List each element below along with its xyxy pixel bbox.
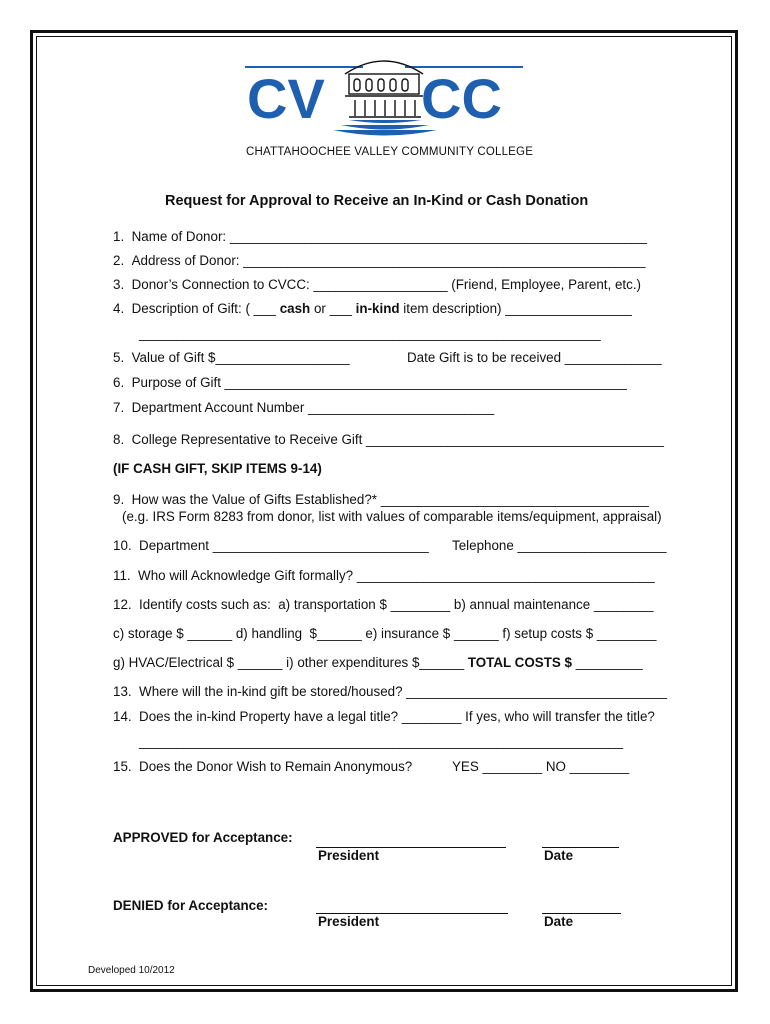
approved-date-label: Date: [544, 848, 574, 863]
item-department[interactable]: 10. Department _____________________________: [113, 538, 429, 553]
item-college-representative[interactable]: 8. College Representative to Receive Gift ________________________________________: [113, 432, 664, 447]
rotunda-icon: [345, 61, 423, 117]
total-costs-blank: _________: [571, 655, 643, 670]
item-department-account-number[interactable]: 7. Department Account Number _________________________: [113, 400, 495, 415]
item4-continuation-line[interactable]: ______________________________________________________________: [139, 326, 601, 341]
item-value-established[interactable]: 9. How was the Value of Gifts Established?* ____________________________________: [113, 492, 649, 507]
item4-prefix: 4. Description of Gift: ( ___: [113, 301, 280, 316]
item-remain-anonymous: 15. Does the Donor Wish to Remain Anonymous?: [113, 759, 413, 774]
item-address-of-donor[interactable]: 2. Address of Donor: ______________________________________________________: [113, 253, 646, 268]
item-name-of-donor[interactable]: 1. Name of Donor: ________________________________________________________: [113, 229, 647, 244]
item-description-of-gift[interactable]: [113, 301, 632, 317]
item4-cash-label: cash: [279, 301, 311, 316]
denied-label: DENIED for Acceptance:: [113, 898, 269, 913]
logo-graphic: [245, 44, 525, 144]
item-telephone[interactable]: Telephone ____________________: [452, 538, 667, 553]
college-name: CHATTAHOOCHEE VALLEY COMMUNITY COLLEGE: [246, 146, 534, 158]
costs-g-i: g) HVAC/Electrical $ ______ i) other expenditures $______: [113, 655, 468, 670]
item14-continuation-line[interactable]: _________________________________________________________________: [139, 734, 624, 749]
costs-row-g-total[interactable]: [113, 655, 643, 671]
denied-president-label: President: [318, 914, 380, 929]
item-value-of-gift[interactable]: 5. Value of Gift $__________________: [113, 350, 350, 365]
item-purpose-of-gift[interactable]: 6. Purpose of Gift ______________________________________________________: [113, 375, 627, 390]
item4-mid: or ___: [310, 301, 356, 316]
item-legal-title[interactable]: 14. Does the in-kind Property have a legal title? ________ If yes, who will transfer the title?: [113, 709, 655, 724]
item-donor-connection[interactable]: 3. Donor’s Connection to CVCC: __________________ (Friend, Employee, Parent, etc.): [113, 277, 642, 292]
approved-president-label: President: [318, 848, 380, 863]
total-costs-label: TOTAL COSTS $: [467, 655, 572, 670]
item-date-gift-received[interactable]: Date Gift is to be received _____________: [407, 350, 662, 365]
item-acknowledge-gift[interactable]: 11. Who will Acknowledge Gift formally? ________________________________________: [113, 568, 655, 583]
denied-date-label: Date: [544, 914, 574, 929]
approved-label: APPROVED for Acceptance:: [113, 830, 293, 845]
costs-row-c-f[interactable]: c) storage $ ______ d) handling $______ e) insurance $ ______ f) setup costs $ ________: [113, 626, 657, 641]
skip-note: (IF CASH GIFT, SKIP ITEMS 9-14): [113, 461, 322, 476]
logo-right-letters: CC: [421, 67, 502, 130]
anonymous-yes-no[interactable]: YES ________ NO ________: [452, 759, 630, 774]
item9-example-note: (e.g. IRS Form 8283 from donor, list with values of comparable items/equipment, appraisal): [122, 509, 662, 524]
form-title: Request for Approval to Receive an In-Kind or Cash Donation: [165, 193, 589, 209]
item4-inkind-label: in-kind: [355, 301, 400, 316]
item-identify-costs[interactable]: 12. Identify costs such as: a) transportation $ ________ b) annual maintenance ________: [113, 597, 654, 612]
item-where-stored[interactable]: 13. Where will the in-kind gift be stored/housed? ___________________________________: [113, 684, 667, 699]
item4-suffix: item description) _________________: [399, 301, 632, 316]
logo-left-letters: CV: [247, 67, 325, 130]
developed-date: Developed 10/2012: [88, 965, 175, 976]
